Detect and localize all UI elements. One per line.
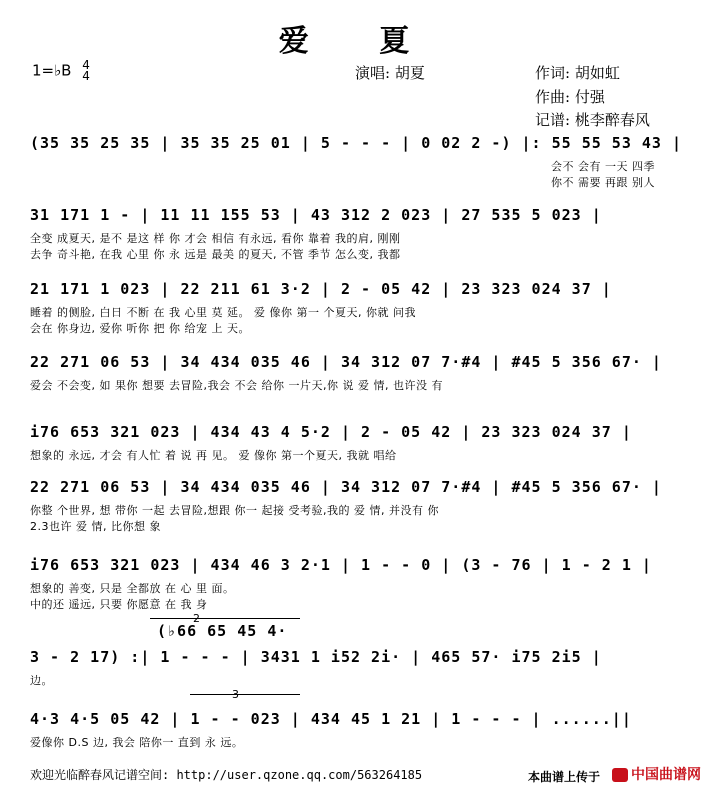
lyric-line: 你整 个世界, 想 带你 一起 去冒险,想跟 你一 起接 受考验,我的 爱 情, 并没有 你 — [30, 504, 439, 517]
lyric-line: 去争 奇斗艳, 在我 心里 你 永 远是 最美 的夏天, 不管 季节 怎么变, 我都 — [30, 248, 401, 261]
volta-bracket — [150, 618, 300, 619]
notation-row: i76 653 321 023 | 434 43 4 5·2 | 2 - 05 42 | 23 323 024 37 | — [30, 423, 632, 441]
alternate-measure: (♭66 65 45 4· — [157, 622, 288, 640]
notation-row: 22 271 06 53 | 34 434 035 46 | 34 312 07 7·#4 | #45 5 356 67· | — [30, 353, 662, 371]
notation-row: 31 171 1 - | 11 11 155 53 | 43 312 2 023 | 27 535 5 023 | — [30, 206, 602, 224]
time-signature — [82, 60, 90, 82]
lyric-line: 想象的 善变, 只是 全都放 在 心 里 面。 — [30, 582, 235, 595]
lyricist: 作词: 胡如虹 — [535, 64, 620, 82]
lyric-line: 会不 会有 一天 四季 — [551, 160, 655, 173]
lyric-line: 爱像你 D.S 边, 我会 陪你一 直到 永 远。 — [30, 736, 244, 749]
notation-row: i76 653 321 023 | 434 46 3 2·1 | 1 - - 0 | (3 - 76 | 1 - 2 1 | — [30, 556, 652, 574]
singer: 演唱: 胡夏 — [355, 64, 425, 82]
time-top: 4 — [82, 58, 90, 72]
lyric-line: 会在 你身边, 爱你 听你 把 你 给宠 上 天。 — [30, 322, 250, 335]
notation-row: 3 - 2 17) :| 1 - - - | 3431 1 i52 2i· | 465 57· i75 2i5 | — [30, 648, 602, 666]
time-bottom: 4 — [82, 69, 90, 83]
key-signature — [32, 60, 90, 82]
notation-row: 22 271 06 53 | 34 434 035 46 | 34 312 07 7·#4 | #45 5 356 67· | — [30, 478, 662, 496]
lyric-line: 中的还 遥远, 只要 你愿意 在 我 身 — [30, 598, 208, 611]
upload-note: 本曲谱上传于 — [528, 770, 601, 784]
lyric-line: 想象的 永远, 才会 有人忙 着 说 再 见。 爱 像你 第一个夏天, 我就 唱给 — [30, 449, 397, 462]
composer: 作曲: 付强 — [535, 88, 605, 106]
triplet-bracket — [190, 694, 300, 695]
song-title: 爱 夏 — [278, 24, 440, 59]
notation-row: (35 35 25 35 | 35 35 25 01 | 5 - - - | 0 02 2 -) |: 55 55 53 43 | — [30, 134, 682, 152]
footer-text: 欢迎光临醉春风记谱空间: http://user.qzone.qq.com/563264185 — [30, 768, 423, 782]
site-brand: 中国曲谱网 — [631, 767, 701, 783]
lyric-line: 全变 成夏天, 是不 是这 样 你 才会 相信 有永远, 看你 靠着 我的肩, 刚刚 — [30, 232, 401, 245]
transcriber: 记谱: 桃李醉春风 — [535, 111, 650, 129]
logo-icon — [612, 768, 628, 782]
site-logo[interactable] — [612, 764, 701, 784]
lyric-line: 爱会 不会变, 如 果你 想要 去冒险,我会 不会 给你 一片天,你 说 爱 情, 也许没 有 — [30, 379, 443, 392]
key-text: 1=♭B — [32, 61, 72, 80]
lyric-line: 睡着 的侧脸, 白日 不断 在 我 心里 莫 延。 爱 像你 第一 个夏天, 你就 问我 — [30, 306, 416, 319]
notation-row: 21 171 1 023 | 22 211 61 3·2 | 2 - 05 42 | 23 323 024 37 | — [30, 280, 612, 298]
notation-row: 4·3 4·5 05 42 | 1 - - 023 | 434 45 1 21 | 1 - - - | ......|| — [30, 710, 632, 728]
lyric-line: 你不 需要 再跟 别人 — [551, 176, 655, 189]
lyric-line: 2.3也许 爱 情, 比你想 象 — [30, 520, 161, 533]
lyric-line: 边。 — [30, 674, 53, 687]
